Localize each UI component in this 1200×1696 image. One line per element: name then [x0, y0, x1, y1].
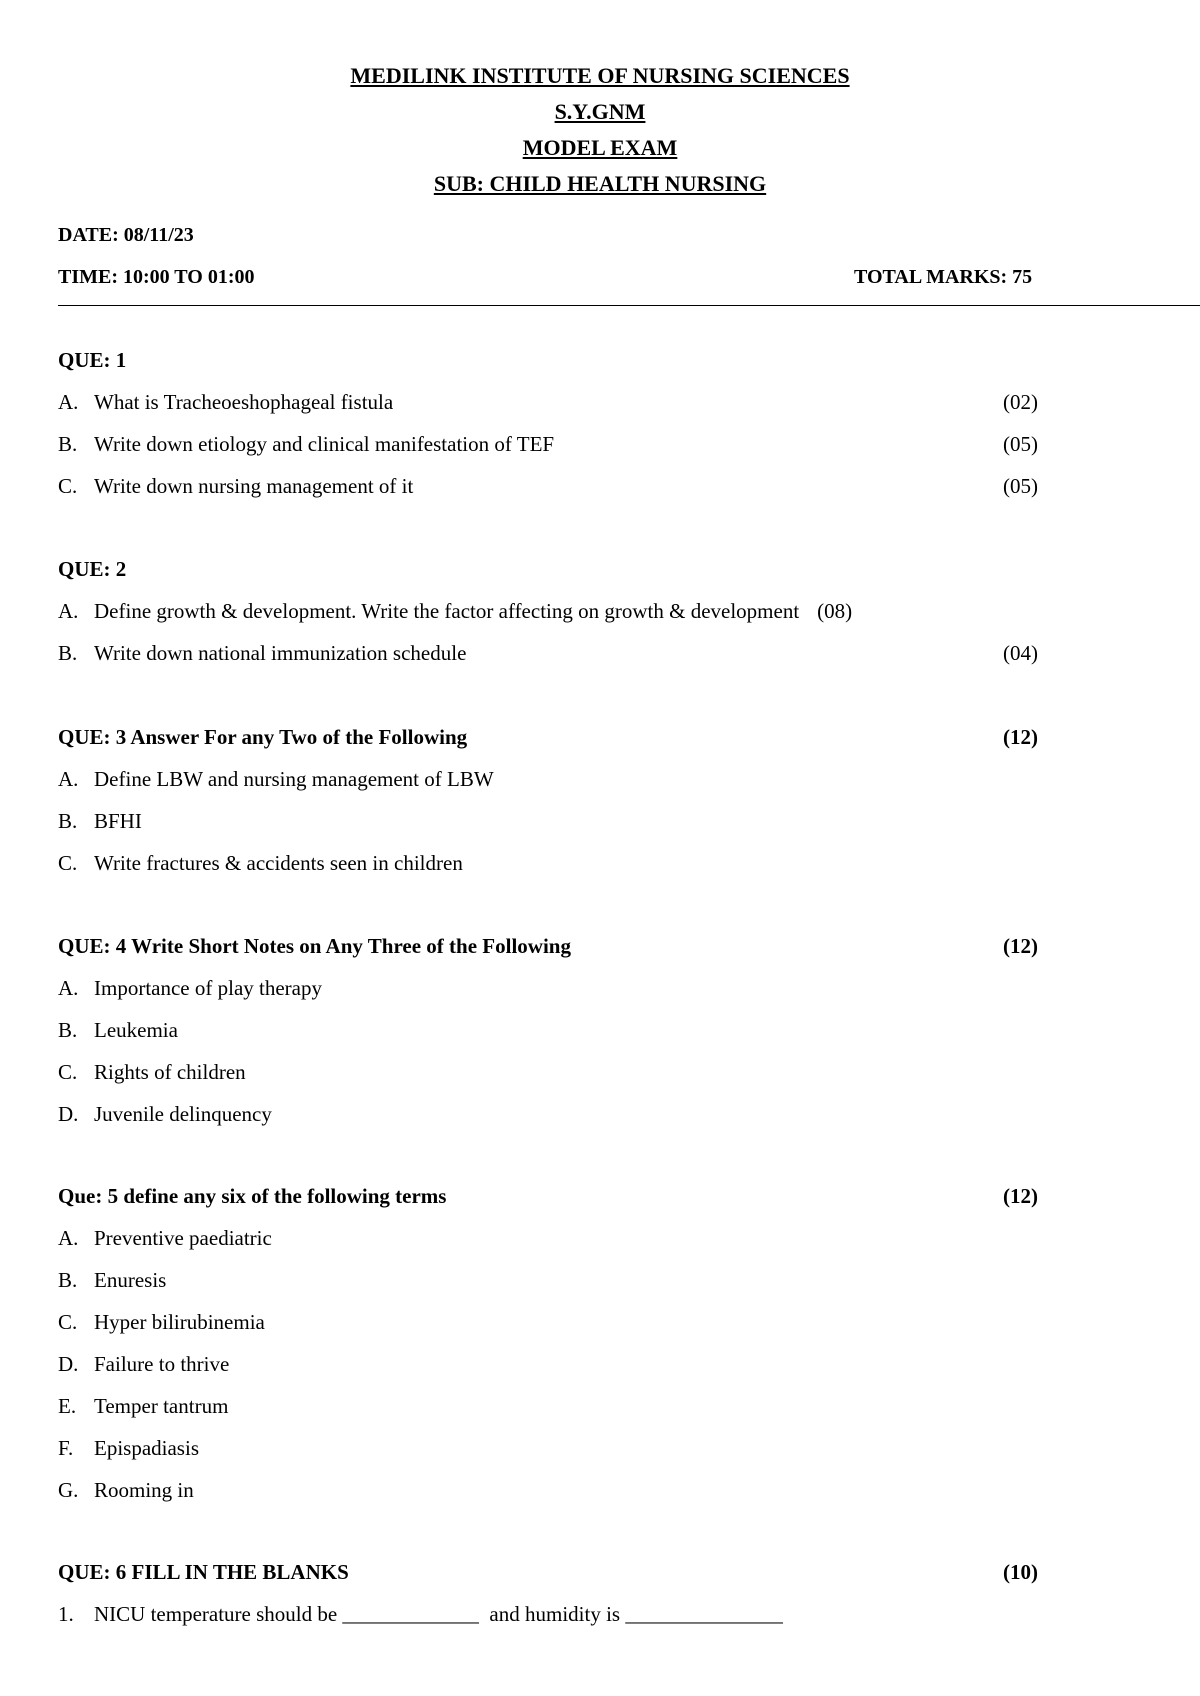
- item-text: Rooming in: [94, 1478, 194, 1502]
- subject-title: SUB: CHILD HEALTH NURSING: [433, 171, 767, 196]
- q4-marks: (12): [1003, 934, 1038, 958]
- item-text: Importance of play therapy: [94, 976, 322, 1000]
- item-label: D.: [58, 1352, 79, 1376]
- item-text: BFHI: [94, 809, 142, 833]
- q3-marks: (12): [1003, 725, 1038, 749]
- item-text: Epispadiasis: [94, 1436, 199, 1460]
- item-text: Write down national immunization schedule: [94, 641, 467, 665]
- item-text: Write down etiology and clinical manifestation of TEF: [94, 432, 555, 456]
- exam-time: TIME: 10:00 TO 01:00: [58, 266, 255, 288]
- q2-item-b: [58, 641, 466, 666]
- q1-item-b-marks: (05): [1003, 432, 1038, 456]
- course-title: S.Y.GNM: [554, 99, 646, 124]
- q1-title: QUE: 1: [58, 348, 127, 372]
- header-divider: [58, 305, 1200, 306]
- item-label: F.: [58, 1436, 74, 1460]
- q5-item-e: [58, 1394, 228, 1419]
- item-label: C.: [58, 851, 78, 875]
- item-text: Write down nursing management of it: [94, 474, 414, 498]
- q5-item-g: [58, 1478, 194, 1503]
- item-label: C.: [58, 1060, 78, 1084]
- item-text: Define LBW and nursing management of LBW: [94, 767, 494, 791]
- q4-item-a: [58, 976, 322, 1001]
- q3-title: QUE: 3 Answer For any Two of the Following: [58, 725, 468, 749]
- q2-item-a: [58, 599, 852, 624]
- q5-item-a: [58, 1226, 272, 1251]
- exam-header: [0, 58, 1200, 202]
- item-label: B.: [58, 809, 78, 833]
- exam-title: MODEL EXAM: [522, 135, 678, 160]
- item-text: Juvenile delinquency: [94, 1102, 272, 1126]
- institute-title: MEDILINK INSTITUTE OF NURSING SCIENCES: [350, 63, 850, 88]
- item-text: Failure to thrive: [94, 1352, 230, 1376]
- q5-item-b: [58, 1268, 166, 1293]
- item-text: Define growth & development. Write the factor affecting on growth & development: [94, 599, 800, 623]
- item-label: A.: [58, 767, 79, 791]
- q6-marks: (10): [1003, 1560, 1038, 1584]
- item-label: 1.: [58, 1602, 74, 1626]
- item-text: Leukemia: [94, 1018, 178, 1042]
- q5-item-c: [58, 1310, 265, 1335]
- total-marks: TOTAL MARKS: 75: [854, 266, 1033, 288]
- q3-item-c: [58, 851, 463, 876]
- item-text: NICU temperature should be _____________ and humidity is _______________: [94, 1602, 783, 1626]
- q1-item-c: [58, 474, 413, 499]
- q2-item-a-marks: (08): [817, 599, 853, 623]
- q4-item-d: [58, 1102, 272, 1127]
- item-label: A.: [58, 390, 79, 414]
- q1-item-a-marks: (02): [1003, 390, 1038, 414]
- item-label: G.: [58, 1478, 79, 1502]
- item-text: Write fractures & accidents seen in children: [94, 851, 463, 875]
- q4-title: QUE: 4 Write Short Notes on Any Three of the Following: [58, 934, 571, 958]
- q1-item-c-marks: (05): [1003, 474, 1038, 498]
- item-label: E.: [58, 1394, 77, 1418]
- item-text: What is Tracheoeshophageal fistula: [94, 390, 394, 414]
- item-label: A.: [58, 1226, 79, 1250]
- q3-item-b: [58, 809, 142, 834]
- item-label: D.: [58, 1102, 79, 1126]
- q6-item-1: [58, 1602, 783, 1627]
- item-label: B.: [58, 1018, 78, 1042]
- exam-date: DATE: 08/11/23: [58, 224, 194, 246]
- item-text: Enuresis: [94, 1268, 167, 1292]
- item-label: B.: [58, 641, 78, 665]
- item-text: Temper tantrum: [94, 1394, 229, 1418]
- q5-item-f: [58, 1436, 199, 1461]
- q1-item-b: [58, 432, 554, 457]
- q2-item-b-marks: (04): [1003, 641, 1038, 665]
- q2-title: QUE: 2: [58, 557, 127, 581]
- item-label: B.: [58, 432, 78, 456]
- q5-marks: (12): [1003, 1184, 1038, 1208]
- q5-item-d: [58, 1352, 229, 1377]
- q4-item-b: [58, 1018, 178, 1043]
- item-text: Preventive paediatric: [94, 1226, 272, 1250]
- item-label: C.: [58, 1310, 78, 1334]
- q5-title: Que: 5 define any six of the following terms: [58, 1184, 447, 1208]
- q6-title: QUE: 6 FILL IN THE BLANKS: [58, 1560, 349, 1584]
- exam-time-row: [58, 266, 1078, 289]
- item-text: Rights of children: [94, 1060, 246, 1084]
- item-label: A.: [58, 599, 79, 623]
- item-label: A.: [58, 976, 79, 1000]
- q4-item-c: [58, 1060, 246, 1085]
- item-text: Hyper bilirubinemia: [94, 1310, 265, 1334]
- q1-item-a: [58, 390, 393, 415]
- item-label: B.: [58, 1268, 78, 1292]
- q3-item-a: [58, 767, 494, 792]
- item-label: C.: [58, 474, 78, 498]
